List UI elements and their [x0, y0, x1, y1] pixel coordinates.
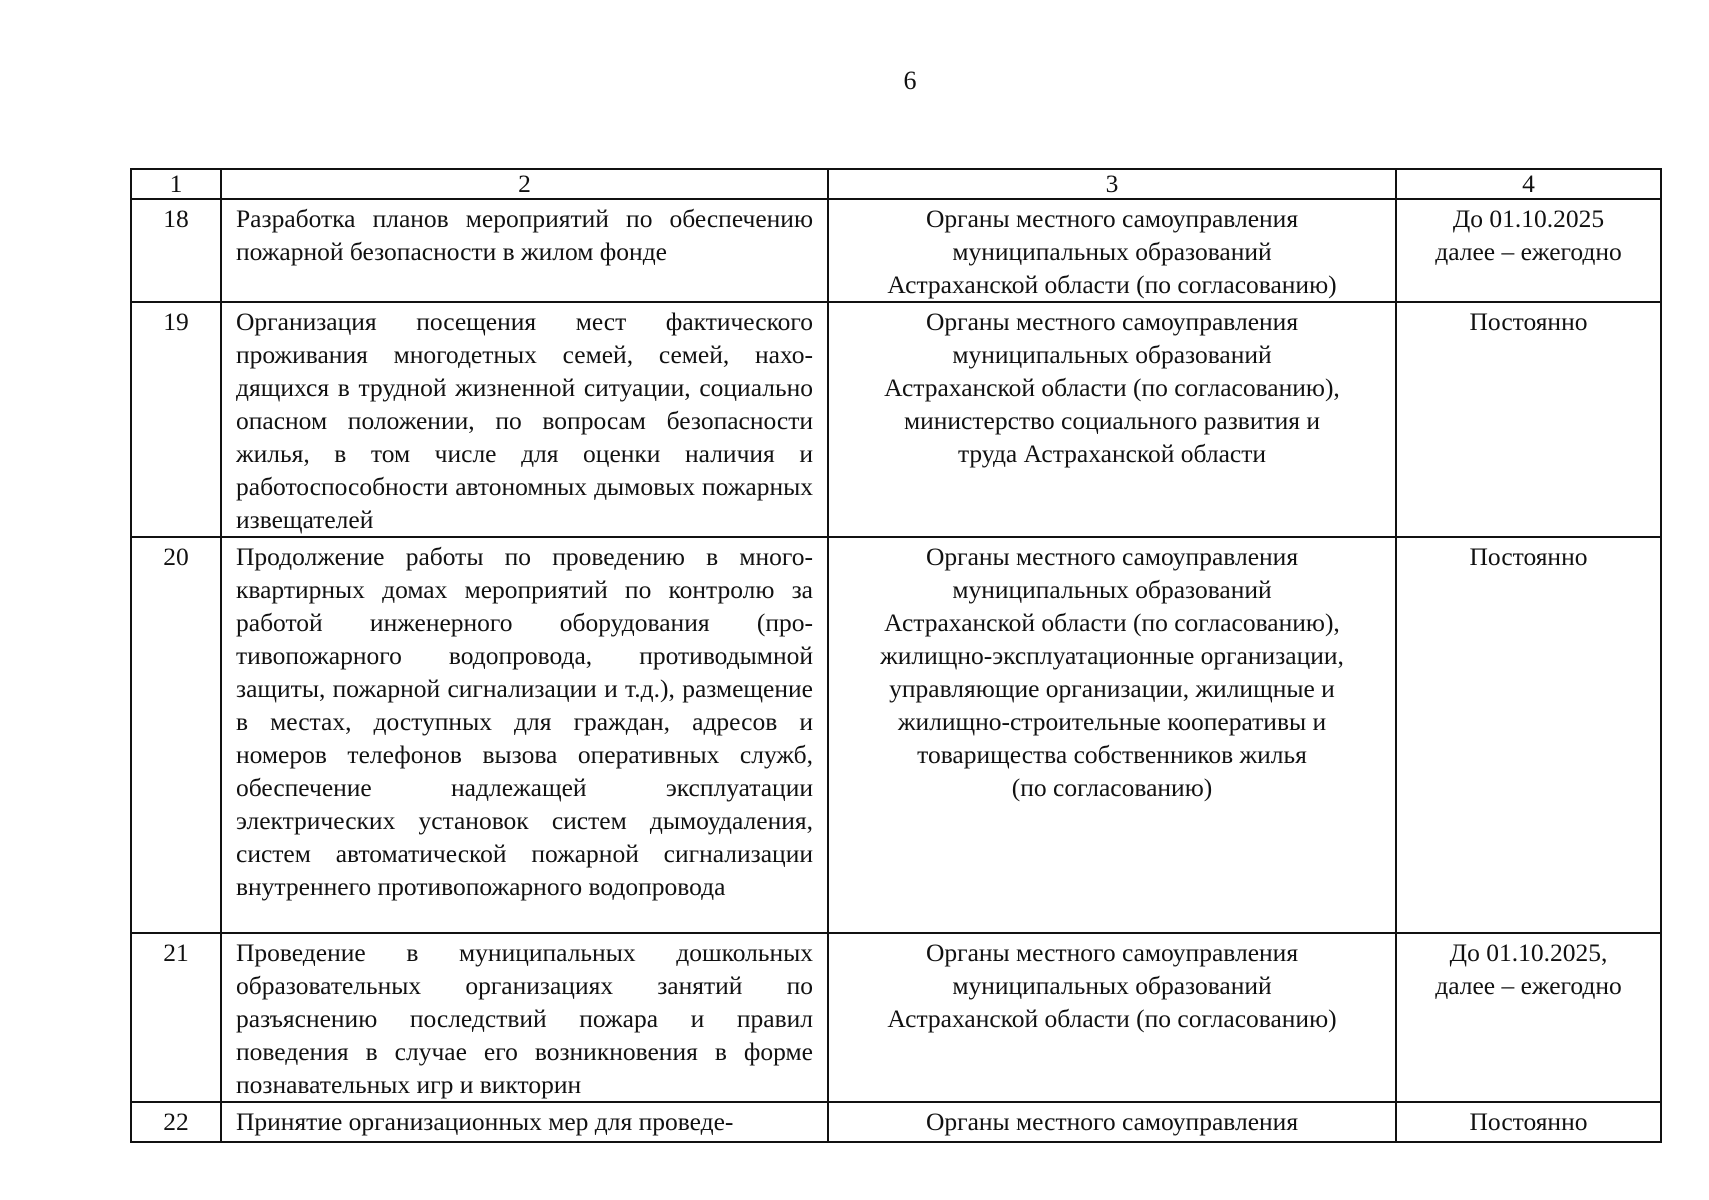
row-number: 22 [131, 1102, 221, 1142]
term-text: Постоянно [1396, 537, 1661, 933]
column-header-2: 2 [221, 169, 828, 199]
table-row [131, 537, 1661, 933]
row-number: 18 [131, 199, 221, 302]
measure-text: Проведение в муниципальных дошкольных образовательных организациях занятий по разъяснению последствий пожара и правил поведения в случае его возникновения в форме познавательных игр и викторин [221, 933, 828, 1102]
executor-text: Органы местного самоуправления муниципальных образований Астраханской области (по согласованию), министерство социального развития и труда Астраханской области [828, 302, 1396, 537]
table-row [131, 302, 1661, 537]
executor-text: Органы местного самоуправления муниципальных образований Астраханской области (по согласованию) [828, 933, 1396, 1102]
executor-text: Органы местного самоуправления муниципальных образований Астраханской области (по согласованию), жилищно-эксплуатационные организации, управляющие организации, жилищные и жилищно-строительные кооперативы и товарищества собственников жилья (по согласованию) [828, 537, 1396, 933]
row-number: 21 [131, 933, 221, 1102]
table-row [131, 1102, 1661, 1142]
page-number: 6 [903, 66, 917, 95]
measures-table [130, 168, 1662, 1143]
measure-text: Продолжение работы по проведению в многоквартирных домах мероприятий по контролю за работой инженерного оборудования (противопожарного водопровода, противодымной защиты, пожарной сигнализации и т.д.), размещение в местах, доступных для граждан, адресов и номеров телефонов вызова оперативных служб, обеспечение надлежащей эксплуатации электрических установок систем дымоудаления, систем автоматической пожарной сигнализации внутреннего противопожарного водопровода [221, 537, 828, 933]
term-text: Постоянно [1396, 1102, 1661, 1142]
column-header-4: 4 [1396, 169, 1661, 199]
row-number: 20 [131, 537, 221, 933]
term-text: До 01.10.2025, далее – ежегодно [1396, 933, 1661, 1102]
term-text: До 01.10.2025 далее – ежегодно [1396, 199, 1661, 302]
table-row [131, 933, 1661, 1102]
measure-text: Разработка планов мероприятий по обеспечению пожарной безопасности в жилом фонде [221, 199, 828, 302]
row-number: 19 [131, 302, 221, 537]
column-header-3: 3 [828, 169, 1396, 199]
term-text: Постоянно [1396, 302, 1661, 537]
table-row [131, 199, 1661, 302]
executor-text: Органы местного самоуправления муниципальных образований Астраханской области (по согласованию) [828, 199, 1396, 302]
measure-text: Организация посещения мест фактического проживания многодетных семей, семей, находящихся в трудной жизненной ситуации, социально опасном положении, по вопросам безопасности жилья, в том числе для оценки наличия и работоспособности автономных дымовых пожарных извещателей [221, 302, 828, 537]
executor-text: Органы местного самоуправления [828, 1102, 1396, 1142]
measure-text: Принятие организационных мер для проведе- [221, 1102, 828, 1142]
column-header-1: 1 [131, 169, 221, 199]
table-header-row [131, 169, 1661, 199]
